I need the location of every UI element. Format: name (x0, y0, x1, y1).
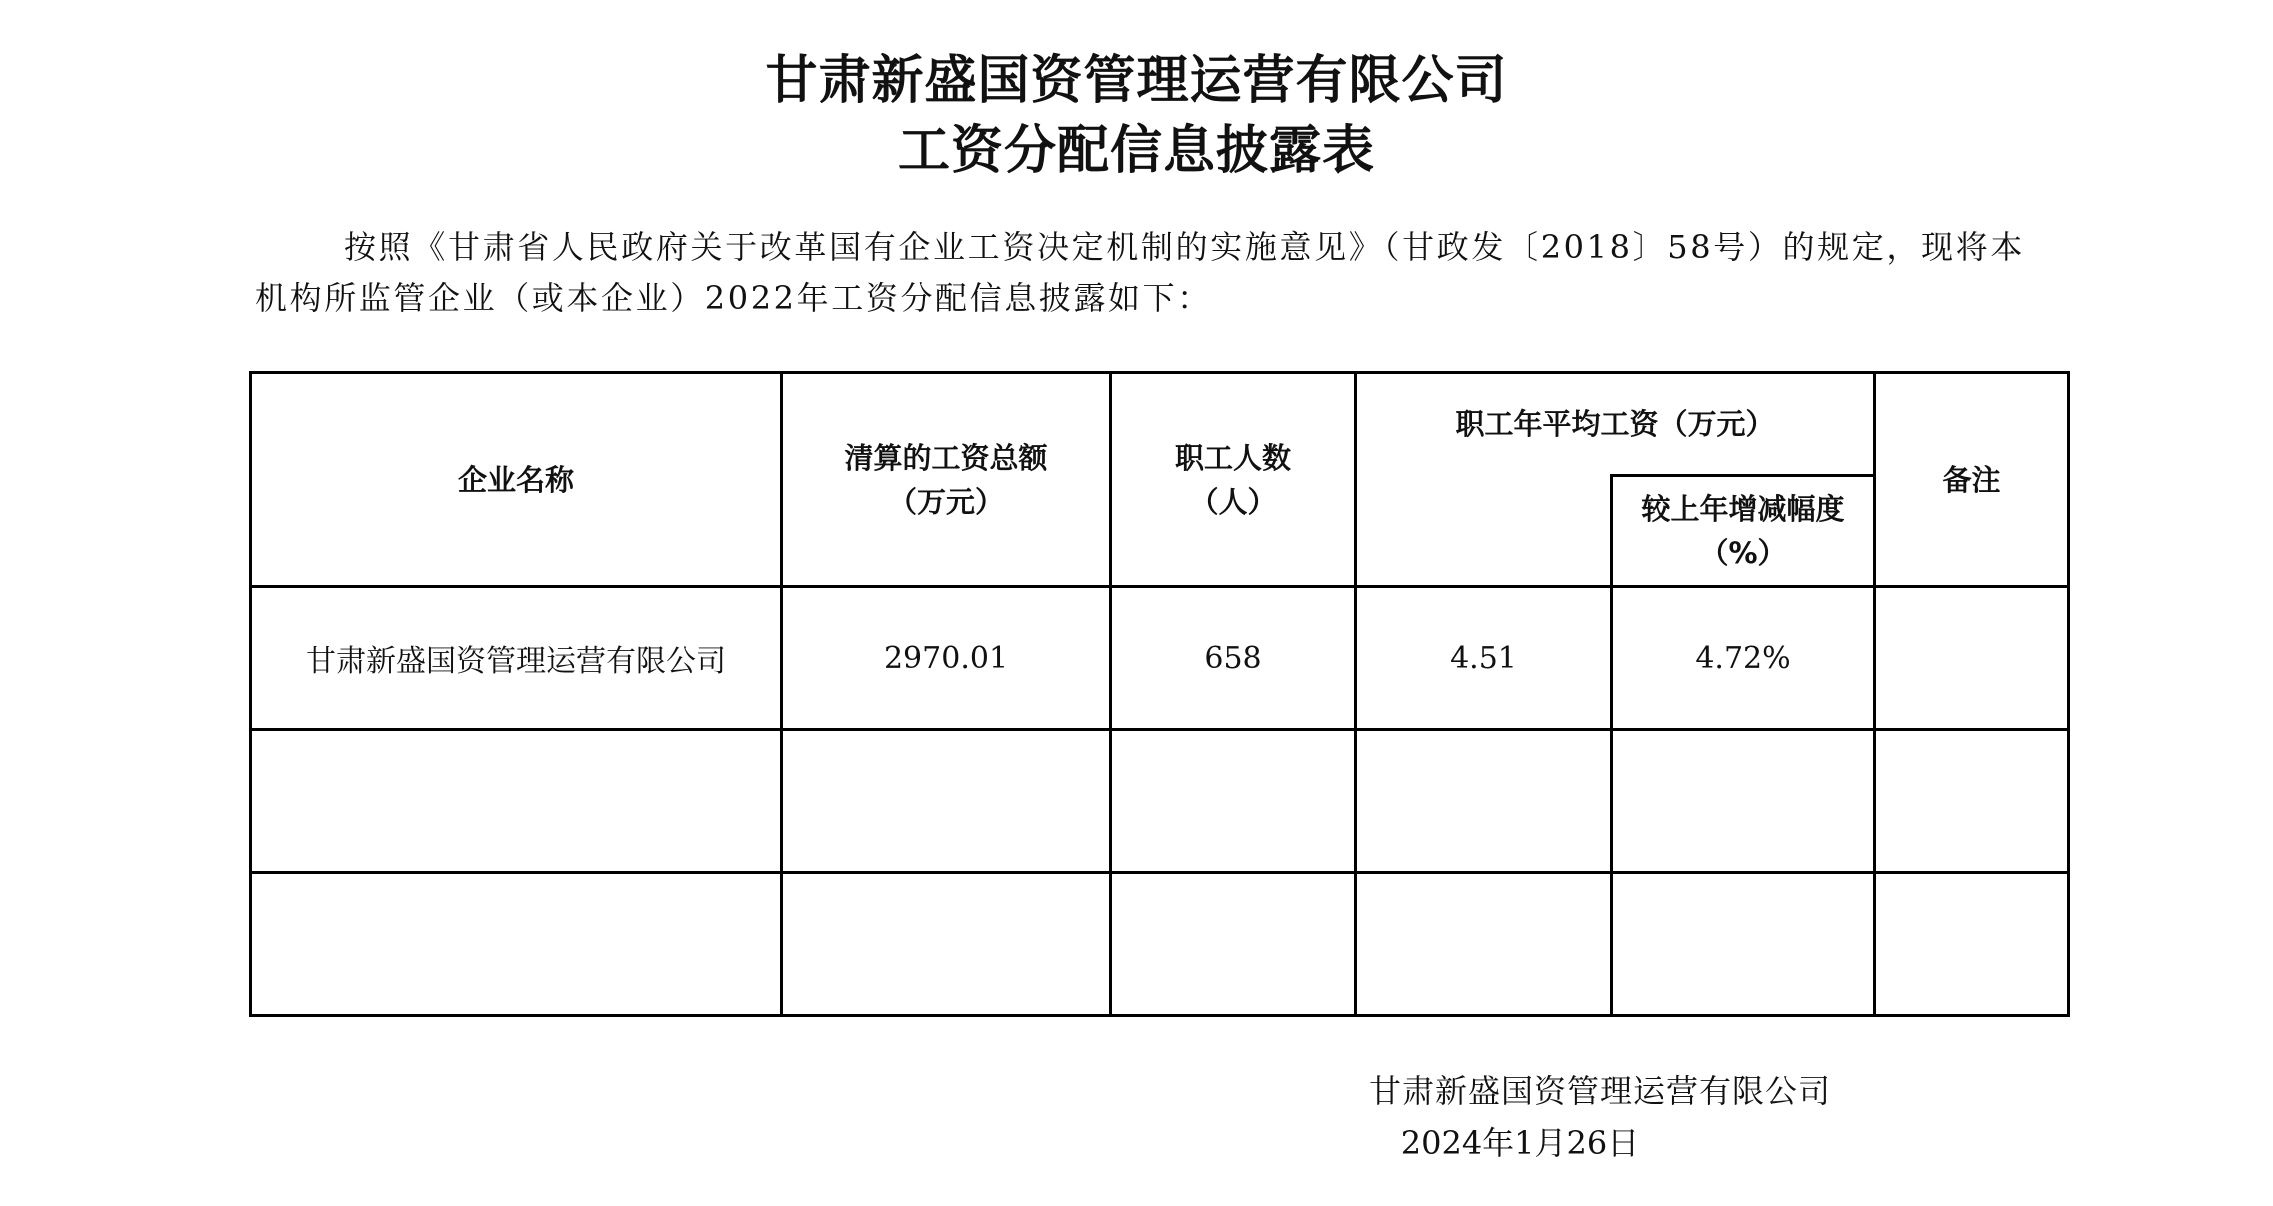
intro-paragraph: 按照《甘肃省人民政府关于改革国有企业工资决定机制的实施意见》（甘政发〔2018〕58号）的规定，现将本机构所监管企业（或本企业）2022年工资分配信息披露如下： (255, 228, 2025, 317)
cell-staff-count: 658 (1111, 587, 1356, 730)
table-row (251, 730, 2069, 873)
cell-company-name (251, 730, 782, 873)
header-yoy-change-line1: 较上年增减幅度 (1641, 492, 1845, 526)
signature-date: 2024年1月26日 (1400, 1124, 1640, 1162)
cell-staff-count (1111, 730, 1356, 873)
header-yoy-change (1612, 476, 1875, 587)
cell-yoy-change: 4.72% (1612, 587, 1875, 730)
cell-avg-wage (1356, 873, 1612, 1016)
cell-avg-wage (1356, 730, 1612, 873)
cell-remarks (1875, 730, 2069, 873)
header-total-wage (782, 373, 1111, 587)
document-title: 甘肃新盛国资管理运营有限公司 (765, 51, 1508, 111)
cell-remarks (1875, 873, 2069, 1016)
header-total-wage-line2: （万元） (887, 484, 1004, 519)
cell-remarks (1875, 587, 2069, 730)
header-avg-wage-value (1356, 476, 1612, 587)
cell-total-wage: 2970.01 (782, 587, 1111, 730)
cell-avg-wage: 4.51 (1356, 587, 1612, 730)
cell-yoy-change (1612, 873, 1875, 1016)
header-remarks: 备注 (1875, 373, 2069, 587)
document-subtitle: 工资分配信息披露表 (897, 121, 1375, 181)
header-total-wage-line1: 清算的工资总额 (844, 440, 1048, 475)
header-yoy-change-line2: （%） (1699, 536, 1787, 570)
cell-company-name: 甘肃新盛国资管理运营有限公司 (251, 587, 782, 730)
cell-yoy-change (1612, 730, 1875, 873)
cell-company-name (251, 873, 782, 1016)
cell-total-wage (782, 730, 1111, 873)
table-header-row (251, 373, 2069, 476)
cell-staff-count (1111, 873, 1356, 1016)
cell-total-wage (782, 873, 1111, 1016)
header-staff-count-line2: （人） (1189, 484, 1277, 519)
wage-disclosure-table (249, 371, 2070, 1017)
table-row (251, 873, 2069, 1016)
table-row (251, 587, 2069, 730)
header-staff-count-line1: 职工人数 (1174, 440, 1291, 475)
signature-organization: 甘肃新盛国资管理运营有限公司 (1368, 1072, 1831, 1110)
header-avg-wage: 职工年平均工资（万元） (1356, 373, 1875, 476)
header-company-name: 企业名称 (251, 373, 782, 587)
header-staff-count (1111, 373, 1356, 587)
